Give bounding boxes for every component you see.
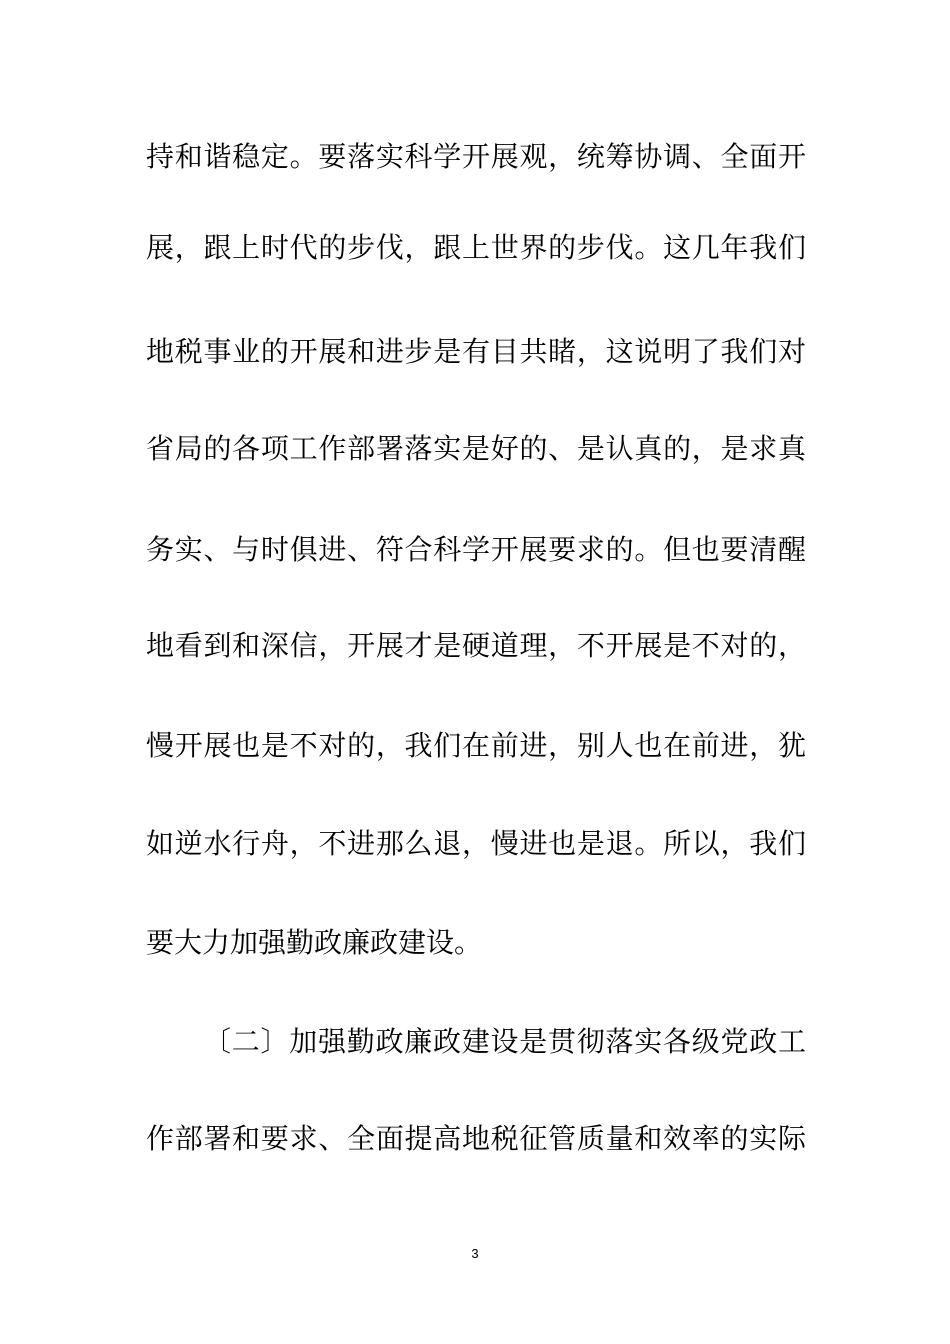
body-text-line: 展，跟上时代的步伐，跟上世界的步伐。这几年我们 [146,231,806,264]
body-text-line: 慢开展也是不对的，我们在前进，别人也在前进，犹 [146,729,806,762]
body-text-line: 省局的各项工作部署落实是好的、是认真的，是求真 [146,432,806,465]
body-text-line: 持和谐稳定。要落实科学开展观，统筹协调、全面开 [146,140,806,173]
page-number: 3 [471,1246,479,1261]
section-heading-line: 〔二〕加强勤政廉政建设是贯彻落实各级党政工 [203,1025,806,1058]
body-text-line: 要大力加强勤政廉政建设。 [146,926,483,959]
body-text-line: 务实、与时俱进、符合科学开展要求的。但也要清醒 [146,533,806,566]
body-text-line: 作部署和要求、全面提高地税征管质量和效率的实际 [146,1122,806,1155]
body-text-line: 地税事业的开展和进步是有目共睹，这说明了我们对 [146,335,806,368]
body-text-line: 如逆水行舟，不进那么退，慢进也是退。所以，我们 [146,827,806,860]
body-text-line: 地看到和深信，开展才是硬道理，不开展是不对的， [146,629,806,662]
